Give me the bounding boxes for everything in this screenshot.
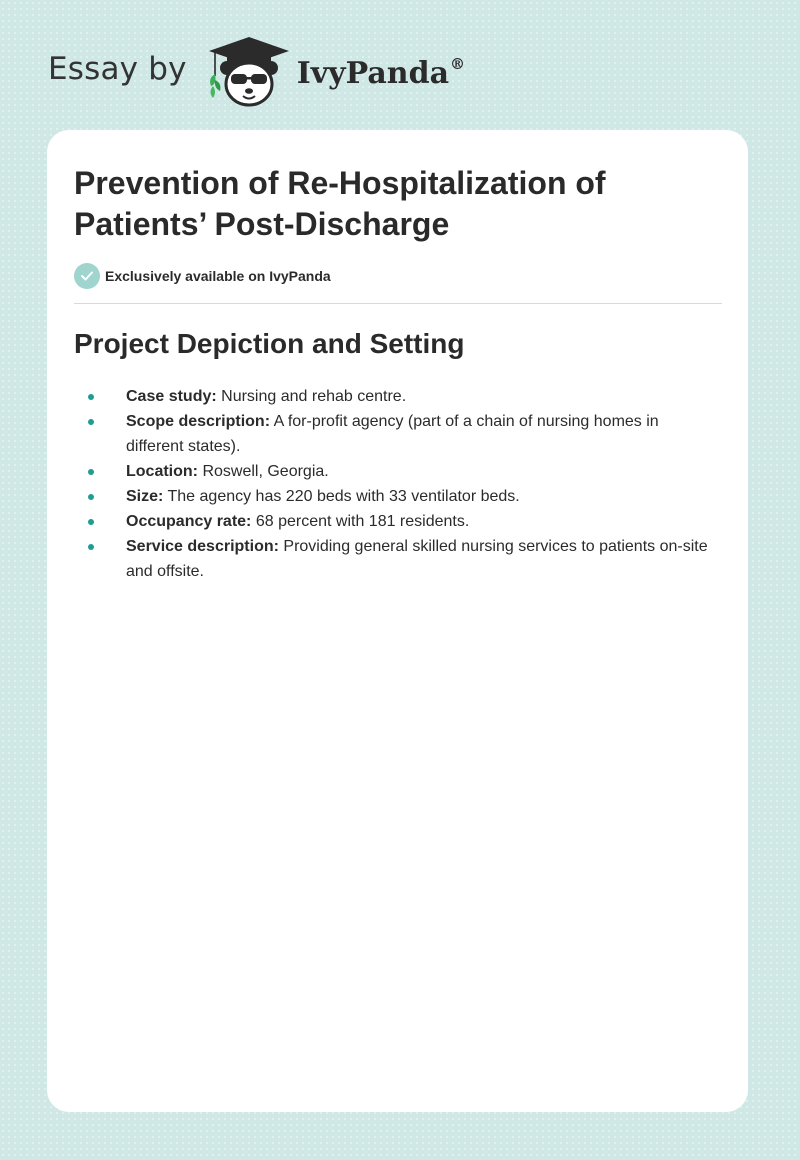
list-item [74,509,714,534]
list-item [74,484,714,509]
brand-name-text: IvyPanda [296,56,450,91]
item-text: Roswell, Georgia. [198,463,329,480]
item-text: 68 percent with 181 residents. [251,513,470,530]
essay-card [47,130,748,1112]
list-item [74,459,714,484]
exclusive-text: Exclusively available on IvyPanda [105,268,331,284]
item-label: Location: [126,463,198,480]
item-label: Service description: [126,538,279,555]
item-label: Size: [126,488,164,505]
project-details-list [74,384,714,584]
checkmark-circle-icon [74,263,100,289]
list-item [74,534,714,584]
bullet-icon [88,394,94,400]
item-text: Nursing and rehab centre. [216,388,407,405]
bullet-icon [88,544,94,550]
item-text: A for-profit agency (part of a chain of nursing homes in different states). [126,413,659,455]
list-item [74,409,714,459]
divider [74,303,722,304]
item-label: Occupancy rate: [126,513,252,530]
exclusive-badge [74,263,331,289]
site-header [48,34,465,110]
bullet-icon [88,519,94,525]
bullet-icon [88,469,94,475]
bullet-icon [88,419,94,425]
panda-graduate-logo-icon[interactable] [203,34,295,110]
section-heading: Project Depiction and Setting [74,328,465,359]
registered-mark: ® [450,55,466,73]
item-label: Scope description: [126,413,271,430]
item-text: The agency has 220 beds with 33 ventilator beds. [163,488,520,505]
list-item [74,384,714,409]
brand-name[interactable] [297,55,465,91]
item-label: Case study: [126,388,217,405]
item-text: Providing general skilled nursing services to patients on-site and offsite. [126,538,708,580]
bullet-icon [88,494,94,500]
essay-by-label: Essay by [48,51,187,87]
essay-title: Prevention of Re-Hospitalization of Patients’ Post-Discharge [74,165,606,242]
